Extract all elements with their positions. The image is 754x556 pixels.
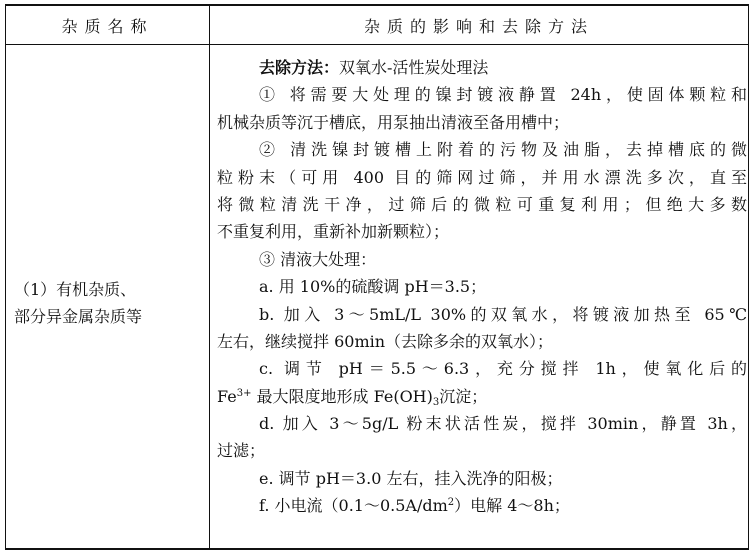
header-effect-and-removal: 杂质的影响和去除方法 — [363, 16, 594, 36]
impurity-name-cell — [14, 276, 204, 330]
step-c-tail: 沉淀； — [439, 386, 488, 406]
step-2-line-2: 粒粉末（可用 400 目的筛网过筛，并用水漂洗多次，直至 — [217, 167, 747, 187]
removal-method-cell — [217, 54, 747, 520]
step-1-line-1: ① 将需要大处理的镍封镀液静置 24h，使固体颗粒和 — [259, 85, 747, 105]
step-2-line-1: ② 清洗镍封镀槽上附着的污物及油脂，去掉槽底的微 — [259, 140, 747, 160]
fe-symbol: Fe — [217, 386, 237, 406]
step-c-text: 最大限度地形成 Fe(OH) — [251, 386, 433, 406]
step-b-line-2: 左右，继续搅拌 60min（去除多余的双氧水）； — [217, 331, 554, 351]
step-2-line-3: 将微粒清洗干净，过筛后的微粒可重复利用；但绝大多数 — [217, 194, 747, 214]
step-b-line-1: b. 加入 3～5mL/L 30%的双氧水，将镀液加热至 65℃ — [259, 304, 747, 324]
method-name: 双氧水-活性炭处理法 — [339, 58, 489, 77]
step-a: a. 用 10%的硫酸调 pH＝3.5； — [259, 277, 487, 297]
step-d-line-1: d. 加入 3～5g/L 粉末状活性炭，搅拌 30min，静置 3h， — [259, 414, 747, 434]
step-3-title: ③ 清液大处理： — [259, 249, 377, 269]
method-title — [217, 54, 747, 81]
step-c-line-2 — [217, 383, 747, 410]
header-divider — [6, 44, 748, 45]
step-1-line-2: 机械杂质等沉于槽底，用泵抽出清液至备用槽中； — [217, 112, 570, 132]
step-d-line-2: 过滤； — [217, 441, 266, 461]
column-divider — [209, 6, 210, 548]
step-f-tail: ）电解 4～8h； — [454, 496, 570, 516]
fe-charge: 3+ — [236, 387, 252, 399]
impurity-table — [5, 4, 749, 550]
impurity-name-line-2: 部分异金属杂质等 — [14, 307, 143, 326]
method-label: 去除方法： — [259, 58, 340, 77]
step-c-line-1: c. 调节 pH＝5.5～6.3，充分搅拌 1h，使氧化后的 — [259, 359, 747, 379]
header-impurity-name: 杂质名称 — [61, 16, 154, 36]
step-f — [217, 492, 747, 519]
step-f-text: f. 小电流（0.1～0.5A/dm — [259, 496, 448, 516]
area-exponent: 2 — [447, 497, 455, 509]
impurity-name-line-1: （1）有机杂质、 — [14, 280, 137, 299]
step-e: e. 调节 pH＝3.0 左右，挂入洗净的阳极； — [259, 468, 563, 488]
hydroxide-subscript: 3 — [432, 396, 440, 408]
step-2-line-4: 不重复利用，重新补加新颗粒）； — [217, 222, 450, 242]
